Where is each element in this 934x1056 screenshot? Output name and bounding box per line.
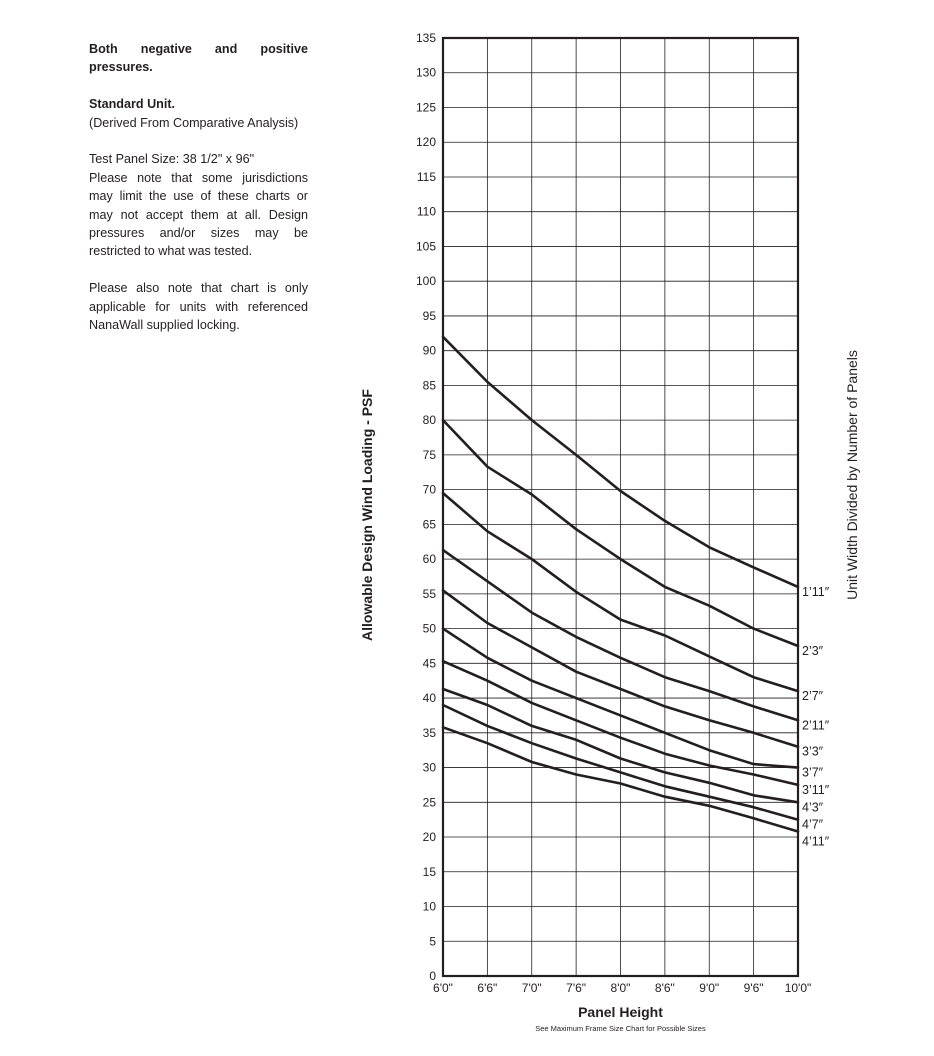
series-label: 2’3″: [802, 643, 824, 658]
y-tick-label: 55: [422, 586, 436, 601]
x-axis-title: Panel Height: [578, 1004, 663, 1020]
y-tick-label: 85: [422, 378, 436, 393]
y-tick-label: 5: [429, 934, 436, 949]
series-label: 1’11″: [802, 584, 830, 599]
x-tick-label: 9'6": [743, 981, 764, 995]
y-tick-label: 20: [422, 830, 436, 845]
series-label: 3’3″: [802, 744, 824, 759]
x-axis-ticks: [433, 981, 811, 995]
y-tick-label: 40: [422, 691, 436, 706]
locking-note: Please also note that chart is only applicable for units with referenced NanaWall supplied locking.: [89, 281, 308, 333]
y-tick-label: 10: [422, 899, 436, 914]
x-tick-label: 8'0": [610, 981, 631, 995]
series-label: 4’3″: [802, 800, 824, 815]
x-tick-label: 7'6": [566, 981, 587, 995]
y-tick-label: 100: [415, 274, 436, 289]
y-tick-label: 15: [422, 864, 436, 879]
unit-subtitle: (Derived From Comparative Analysis): [89, 115, 299, 130]
y-tick-label: 130: [415, 65, 436, 80]
y-tick-label: 0: [429, 969, 436, 983]
unit-title: Standard Unit.: [89, 97, 176, 112]
y-tick-label: 80: [422, 413, 436, 428]
series-label: 4’7″: [802, 817, 824, 832]
series-label: 3’7″: [802, 765, 824, 780]
y-tick-label: 135: [415, 31, 436, 45]
y-tick-label: 110: [416, 204, 436, 219]
series-label: 3’11″: [802, 782, 830, 797]
x-tick-label: 8'6": [654, 981, 675, 995]
x-axis-note: See Maximum Frame Size Chart for Possible Sizes: [535, 1024, 706, 1033]
series-labels: [802, 585, 830, 849]
test-panel-size: Test Panel Size: 38 1/2" x 96": [89, 152, 255, 167]
y-tick-label: 60: [422, 552, 436, 567]
x-tick-label: 7'0": [521, 981, 542, 995]
series-label: 2’11″: [802, 718, 830, 733]
y-tick-label: 35: [422, 725, 436, 740]
y-tick-label: 90: [422, 343, 436, 358]
y-tick-label: 25: [422, 795, 436, 810]
y-tick-label: 50: [422, 621, 436, 636]
y-tick-label: 30: [422, 760, 436, 775]
y-tick-label: 95: [422, 308, 436, 323]
jurisdiction-note: Please note that some jurisdictions may limit the use of these charts or may not accept them at all. Design pressures and/or sizes may be restricted to what was tested.: [89, 170, 308, 259]
x-tick-label: 10'0": [784, 981, 812, 995]
y-axis-title: Allowable Design Wind Loading - PSF: [359, 389, 375, 641]
x-tick-label: 9'0": [699, 981, 720, 995]
series-axis-title: Unit Width Divided by Number of Panels: [844, 350, 860, 600]
x-tick-label: 6'0": [433, 981, 453, 995]
x-tick-label: 6'6": [477, 981, 498, 995]
y-tick-label: 125: [415, 100, 436, 115]
y-axis-ticks: [416, 31, 436, 983]
y-tick-label: 105: [415, 239, 436, 254]
y-tick-label: 45: [422, 656, 436, 671]
y-tick-label: 115: [416, 169, 436, 184]
pressures-note: Both negative and positive pressures.: [89, 42, 308, 75]
y-tick-label: 75: [422, 447, 436, 462]
y-tick-label: 65: [422, 517, 436, 532]
y-tick-label: 120: [415, 135, 436, 150]
y-tick-label: 70: [422, 482, 436, 497]
series-label: 2’7″: [802, 689, 824, 704]
series-label: 4’11″: [802, 834, 830, 849]
chart-grid: [443, 38, 798, 976]
